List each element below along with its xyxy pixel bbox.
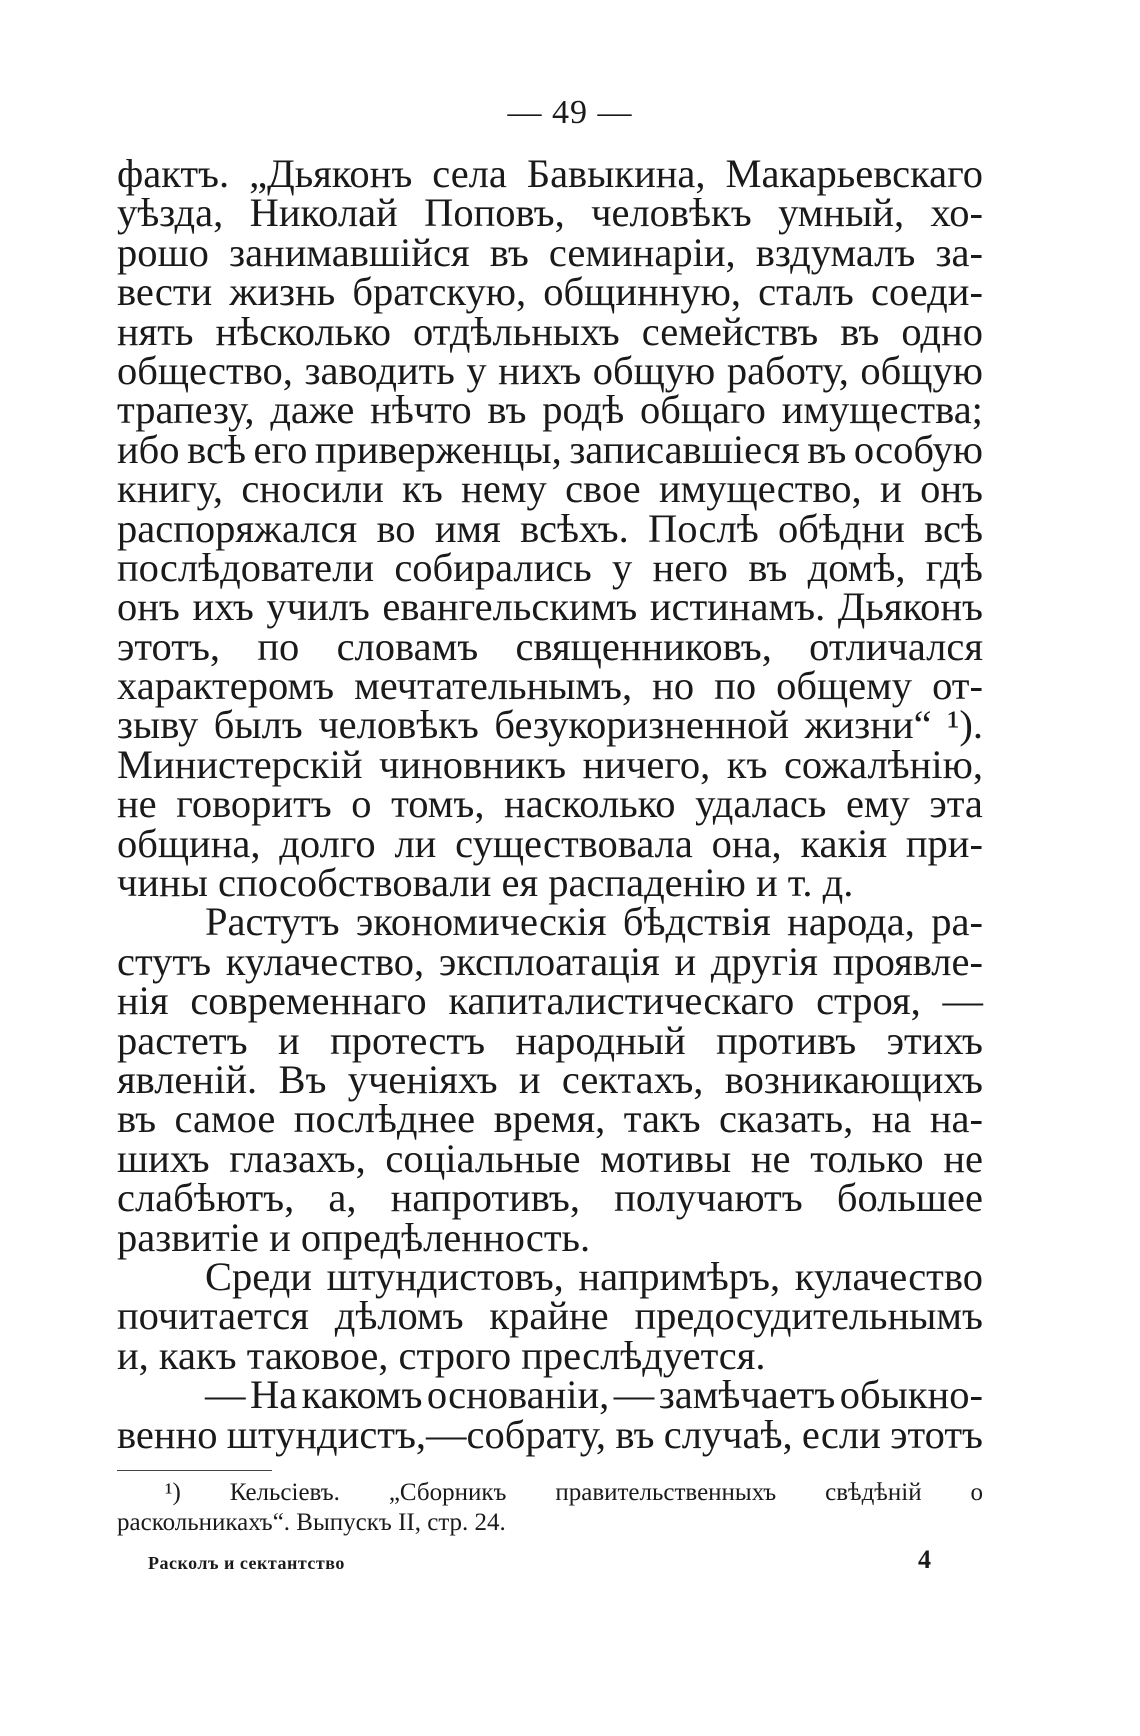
text-line: и, какъ таковое, строго преслѣдуется. xyxy=(117,1332,766,1378)
page-number: — 49 — xyxy=(507,94,633,131)
body-text xyxy=(117,151,983,1457)
text-line: община, долго ли существовала она, какія при- xyxy=(117,820,983,866)
text-line: Среди штундистовъ, напримѣръ, кулачество xyxy=(205,1253,983,1299)
text-line: стутъ кулачество, эксплоатація и другія проявле- xyxy=(117,938,983,984)
text-line: уѣзда, Николай Поповъ, человѣкъ умный, хо- xyxy=(117,190,983,236)
text-line: Министерскій чиновникъ ничего, къ сожалѣнію, xyxy=(117,741,983,787)
text-line: общество, заводить у нихъ общую работу, общую xyxy=(117,347,983,393)
text-line: почитается дѣломъ крайне предосудительнымъ xyxy=(117,1293,983,1339)
text-line: слабѣютъ, а, напротивъ, получаютъ большее xyxy=(117,1175,983,1221)
text-line: фактъ. „Дьяконъ села Бавыкина, Макарьевскаго xyxy=(117,151,983,196)
text-line: венно штундистъ,—собрату, въ случаѣ, если этотъ xyxy=(117,1411,983,1457)
text-line: зыву былъ человѣкъ безукоризненной жизни“ ¹). xyxy=(117,702,983,748)
text-line: распоряжался во имя всѣхъ. Послѣ обѣдни всѣ xyxy=(117,505,983,551)
text-line: послѣдователи собирались у него въ домѣ, гдѣ xyxy=(117,544,983,590)
text-line: явленій. Въ ученіяхъ и сектахъ, возникающихъ xyxy=(117,1056,983,1102)
text-line: книгу, сносили къ нему свое имущество, и онъ xyxy=(117,466,983,512)
footnote-divider xyxy=(117,1470,272,1471)
text-line: растетъ и протестъ народный противъ этихъ xyxy=(117,1017,983,1063)
text-line: трапезу, даже нѣчто въ родѣ общаго имущества; xyxy=(117,387,983,433)
text-line: — На какомъ основаніи, — замѣчаетъ обыкно- xyxy=(205,1372,983,1418)
text-line: чины способствовали ея распаденію и т. д. xyxy=(117,860,854,906)
text-line: нія современнаго капиталистическаго строя, — xyxy=(117,978,983,1024)
text-line: Растутъ экономическія бѣдствія народа, ра- xyxy=(205,899,983,945)
sheet-number: 4 xyxy=(918,1545,931,1574)
text-line: въ самое послѣднее время, такъ сказать, на на- xyxy=(117,1096,983,1142)
footnote xyxy=(117,1478,983,1538)
text-line: ибо всѣ его приверженцы, записавшіеся въ особую xyxy=(117,426,983,472)
text-line: этотъ, по словамъ священниковъ, отличался xyxy=(117,623,983,669)
text-line: развитіе и опредѣленность. xyxy=(117,1214,591,1260)
text-line: ¹) Кельсіевъ. „Сборникъ правительственныхъ свѣдѣній о xyxy=(165,1479,983,1506)
text-line: не говоритъ о томъ, насколько удалась ему эта xyxy=(117,781,983,827)
text-line: нять нѣсколько отдѣльныхъ семействъ въ одно xyxy=(117,308,983,354)
text-line: рошо занимавшійся въ семинаріи, вздумалъ за- xyxy=(117,229,983,275)
signature-line: Расколъ и сектантство xyxy=(148,1553,345,1573)
text-line: вести жизнь братскую, общинную, сталъ соеди- xyxy=(117,269,983,315)
text-line: онъ ихъ училъ евангельскимъ истинамъ. Дьяконъ xyxy=(117,584,983,630)
text-line: шихъ глазахъ, соціальные мотивы не только не xyxy=(117,1135,983,1181)
text-line: характеромъ мечтательнымъ, но по общему от- xyxy=(117,663,983,709)
text-line: раскольникахъ“. Выпускъ II, стр. 24. xyxy=(117,1509,506,1536)
